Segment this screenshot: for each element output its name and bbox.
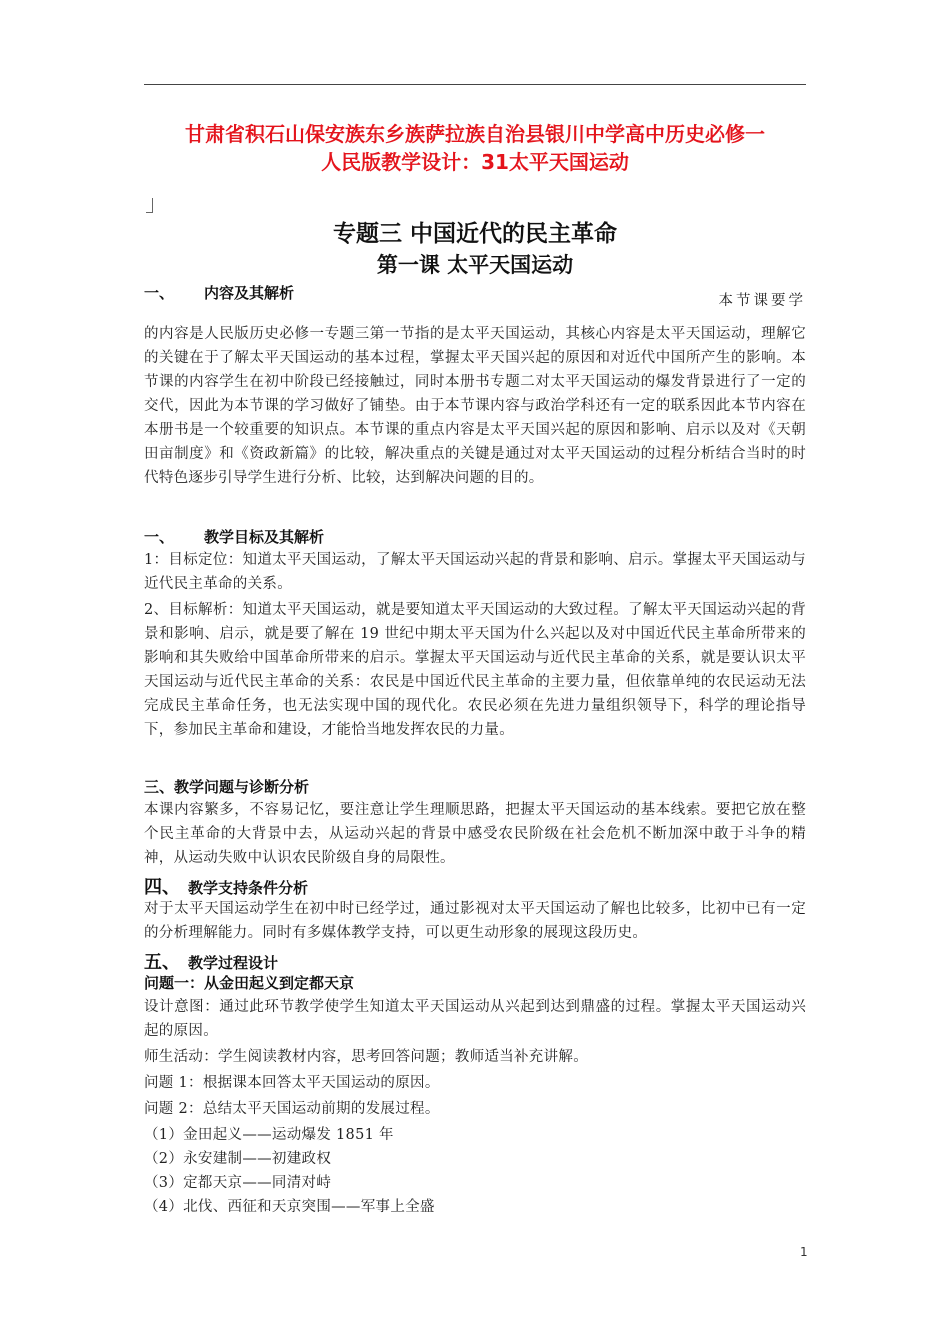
corner-mark <box>146 198 153 213</box>
list-item: （4）北伐、西征和天京突围——军事上全盛 <box>144 1199 435 1215</box>
doc-title-line1: 甘肃省积石山保安族东乡族萨拉族自治县银川中学高中历史必修一 <box>185 122 765 146</box>
section-4-body: 对于太平天国运动学生在初中时已经学过，通过影视对太平天国运动了解也比较多，比初中已有一定的分析理解能力。同时有多媒体教学支持，可以更生动形象的展现这段历史。 <box>144 901 806 941</box>
section-2-para-1: 1：目标定位：知道太平天国运动，了解太平天国运动兴起的背景和影响、启示。掌握太平天国运动与近代民主革命的关系。 <box>144 552 806 592</box>
section-1-heading <box>144 282 294 303</box>
list-item: （2）永安建制——初建政权 <box>144 1151 332 1167</box>
topic-heading: 专题三 中国近代的民主革命 <box>332 220 617 247</box>
section-5-number: 五、 <box>144 952 180 973</box>
question-1-title: 问题一：从金田起义到定都天京 <box>144 974 355 992</box>
section-1-body: 的内容是人民版历史必修一专题三第一节指的是太平天国运动，其核心内容是太平天国运动，理解它的关键在于了解太平天国运动的基本过程，掌握太平天国兴起的原因和对近代中国所产生的影响。本节课的内容学生在初中阶段已经接触过，同时本册书专题二对太平天国运动的爆发背景进行了一定的交代，因此为本节课的学习做好了铺垫。由于本节课内容与政治学科还有一定的联系因此本节内容在本册书是一个较重要的知识点。本节课的重点内容是太平天国兴起的原因和影响、启示以及对《天朝田亩制度》和《资政新篇》的比较，解决重点的关键是通过对太平天国运动的过程分析结合当时的时代特色逐步引导学生进行分析、比较，达到解决问题的目的。 <box>144 326 806 486</box>
section-1-title: 内容及其解析 <box>204 284 295 302</box>
header-rule <box>144 84 806 85</box>
section-4-title: 教学支持条件分析 <box>188 879 309 897</box>
page-number: 1 <box>800 1245 808 1259</box>
question-2: 问题 2：总结太平天国运动前期的发展过程。 <box>144 1101 440 1117</box>
section-2-title: 教学目标及其解析 <box>204 528 325 546</box>
section-1-number: 一、 <box>144 284 175 302</box>
section-2-number: 一、 <box>144 528 175 546</box>
section-5-heading <box>144 948 278 974</box>
list-item: （3）定都天京——同清对峙 <box>144 1175 332 1191</box>
section-3-body: 本课内容繁多，不容易记忆，要注意让学生理顺思路，把握太平天国运动的基本线索。要把它放在整个民主革命的大背景中去，从运动兴起的背景中感受农民阶级在社会危机不断加深中敢于斗争的精神，从运动失败中认识农民阶级自身的局限性。 <box>144 802 806 866</box>
section-1-lead: 本节课要学 <box>718 293 806 309</box>
section-3-heading: 三、教学问题与诊断分析 <box>144 778 310 796</box>
section-2-para-2: 2、目标解析：知道太平天国运动，就是要知道太平天国运动的大致过程。了解太平天国运动兴起的背景和影响、启示，就是要了解在 19 世纪中期太平天国为什么兴起以及对中国近代民主革命所带来的影响和其失败给中国革命所带来的启示。掌握太平天国运动与近代民主革命的关系，就是要认识太平天国运动与近代民主革命的关系：农民是中国近代民主革命的主要力量，但依靠单纯的农民运动无法完成民主革命任务，也无法实现中国的现代化。农民必须在先进力量组织领导下，科学的理论指导下，参加民主革命和建设，才能恰当地发挥农民的力量。 <box>144 602 806 738</box>
section-4-heading <box>144 873 308 899</box>
design-intent: 设计意图：通过此环节教学使学生知道太平天国运动从兴起到达到鼎盛的过程。掌握太平天国运动兴起的原因。 <box>144 999 806 1039</box>
section-2-heading <box>144 526 324 547</box>
teacher-student-activity: 师生活动：学生阅读教材内容，思考回答问题；教师适当补充讲解。 <box>144 1049 588 1065</box>
lesson-heading: 第一课 太平天国运动 <box>376 252 574 277</box>
section-4-number: 四、 <box>144 877 180 898</box>
question-1: 问题 1：根据课本回答太平天国运动的原因。 <box>144 1075 440 1091</box>
doc-title-line2: 人民版教学设计：31太平天国运动 <box>321 150 629 174</box>
list-item: （1）金田起义——运动爆发 1851 年 <box>144 1127 394 1143</box>
section-5-title: 教学过程设计 <box>188 954 279 972</box>
